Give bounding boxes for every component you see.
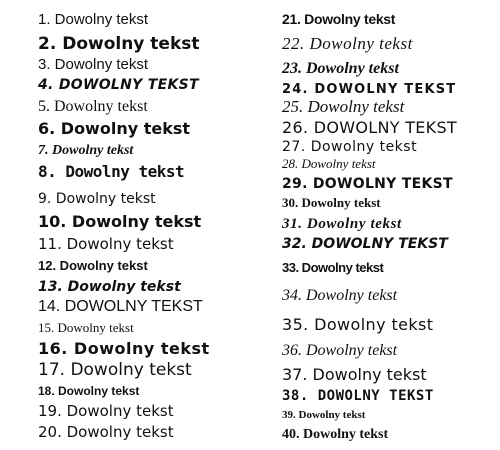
font-sample-30: 30. Dowolny tekst xyxy=(282,195,381,210)
font-sample-37: 37. Dowolny tekst xyxy=(282,365,427,384)
font-sample-19: 19. Dowolny tekst xyxy=(38,402,174,420)
font-sample-21: 21. Dowolny tekst xyxy=(282,11,396,27)
font-sample-4: 4. DOWOLNY TEKST xyxy=(38,77,199,93)
font-sample-27: 27. Dowolny tekst xyxy=(282,139,418,155)
font-sample-34: 34. Dowolny tekst xyxy=(282,287,398,304)
font-sample-10: 10. Dowolny tekst xyxy=(38,212,202,231)
font-sample-3: 3. Dowolny tekst xyxy=(38,56,149,73)
font-sample-39: 39. Dowolny tekst xyxy=(282,409,366,421)
font-sample-9: 9. Dowolny tekst xyxy=(38,191,156,207)
font-sample-32: 32. DOWOLNY TEKST xyxy=(282,236,448,252)
font-sample-29: 29. DOWOLNY TEKST xyxy=(282,176,453,192)
font-sample-23: 23. Dowolny tekst xyxy=(282,60,399,77)
font-sample-16: 16. Dowolny tekst xyxy=(38,339,210,358)
font-sample-2: 2. Dowolny tekst xyxy=(38,34,200,54)
font-sample-25: 25. Dowolny tekst xyxy=(282,97,405,116)
font-sample-24: 24. DOWOLNY TEKST xyxy=(282,82,457,97)
font-sample-22: 22. Dowolny tekst xyxy=(282,34,413,53)
font-sample-13: 13. Dowolny tekst xyxy=(38,279,181,295)
font-sample-33: 33. Dowolny tekst xyxy=(282,260,384,275)
font-sample-40: 40. Dowolny tekst xyxy=(282,427,389,442)
font-sample-18: 18. Dowolny tekst xyxy=(38,384,140,398)
font-sample-6: 6. Dowolny tekst xyxy=(38,119,191,138)
font-sample-17: 17. Dowolny tekst xyxy=(38,360,192,380)
font-sample-5: 5. Dowolny tekst xyxy=(38,98,148,115)
font-sample-14: 14. DOWOLNY TEKST xyxy=(38,298,203,315)
font-sample-35: 35. Dowolny tekst xyxy=(282,315,434,334)
font-sample-11: 11. Dowolny tekst xyxy=(38,235,174,253)
font-sample-31: 31. Dowolny tekst xyxy=(282,216,402,232)
font-sample-38: 38. DOWOLNY TEKST xyxy=(282,388,434,404)
font-sample-7: 7. Dowolny tekst xyxy=(38,143,134,158)
font-sample-20: 20. Dowolny tekst xyxy=(38,423,174,441)
font-sample-26: 26. DOWOLNY TEKST xyxy=(282,118,458,137)
font-sample-1: 1. Dowolny tekst xyxy=(38,11,149,28)
font-sample-8: 8. Dowolny tekst xyxy=(38,162,185,181)
font-sample-12: 12. Dowolny tekst xyxy=(38,258,148,273)
font-sample-36: 36. Dowolny tekst xyxy=(282,342,398,359)
font-sample-15: 15. Dowolny tekst xyxy=(38,320,134,335)
font-sample-28: 28. Dowolny tekst xyxy=(282,156,376,171)
